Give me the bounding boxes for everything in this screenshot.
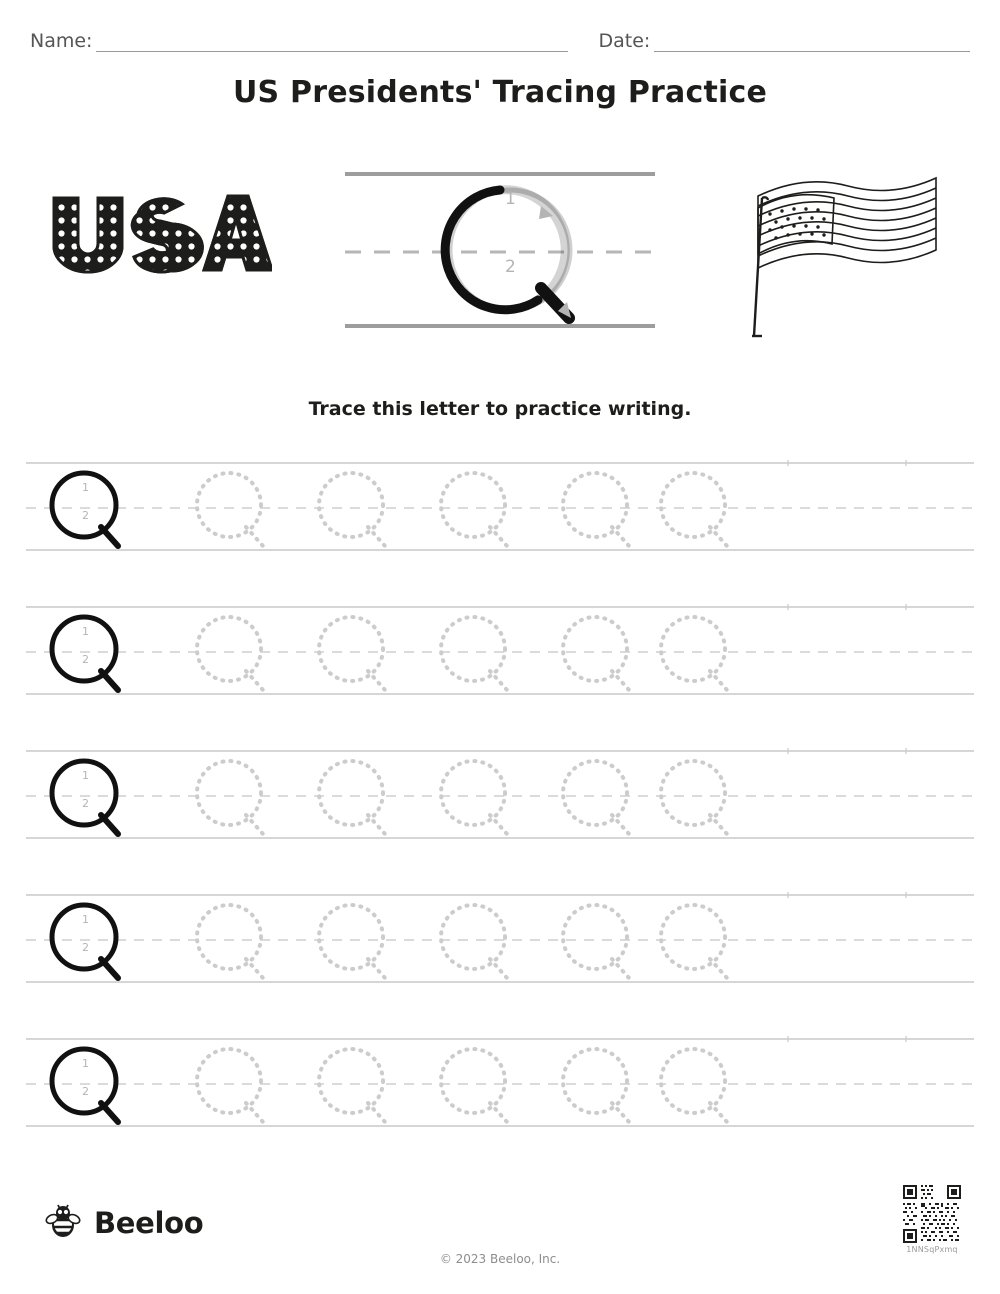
- us-flag-icon: [740, 140, 950, 340]
- illustration-band: [0, 136, 1000, 351]
- practice-row[interactable]: [26, 743, 974, 843]
- svg-text:2: 2: [82, 941, 89, 954]
- qr-label: 1NNSqPxmq: [906, 1245, 958, 1254]
- usa-word-art: [42, 188, 272, 278]
- practice-area: [26, 455, 974, 1175]
- row-letters: [26, 455, 974, 555]
- letter-demo: [345, 150, 655, 335]
- instruction-text: Trace this letter to practice writing.: [308, 398, 692, 420]
- svg-text:2: 2: [82, 1085, 89, 1098]
- date-input-line[interactable]: [654, 29, 970, 52]
- name-label: Name:: [30, 30, 93, 52]
- row-letters: [26, 1031, 974, 1131]
- practice-row[interactable]: [26, 599, 974, 699]
- date-field[interactable]: [598, 29, 970, 52]
- practice-row[interactable]: [26, 1031, 974, 1131]
- svg-text:1: 1: [82, 625, 89, 638]
- brand-name: Beeloo: [94, 1206, 204, 1240]
- date-label: Date:: [598, 30, 651, 52]
- brand-logo[interactable]: [42, 1200, 203, 1246]
- svg-text:1: 1: [82, 769, 89, 782]
- svg-text:1: 1: [505, 189, 516, 209]
- name-field[interactable]: [30, 29, 568, 52]
- svg-text:2: 2: [82, 797, 89, 810]
- qr-code-icon[interactable]: [903, 1185, 961, 1243]
- svg-text:1: 1: [82, 1057, 89, 1070]
- row-letters: [26, 887, 974, 987]
- model-letter: [52, 905, 118, 978]
- copyright-text: © 2023 Beeloo, Inc.: [439, 1252, 561, 1266]
- bee-icon: [42, 1200, 84, 1246]
- model-letter: [52, 617, 118, 690]
- practice-row[interactable]: [26, 455, 974, 555]
- practice-row[interactable]: [26, 887, 974, 987]
- model-letter: [52, 761, 118, 834]
- svg-text:2: 2: [82, 653, 89, 666]
- row-letters: [26, 599, 974, 699]
- svg-text:2: 2: [82, 509, 89, 522]
- name-input-line[interactable]: [96, 29, 568, 52]
- model-letter: [52, 1049, 118, 1122]
- page-title: US Presidents' Tracing Practice: [233, 75, 767, 110]
- qr-block[interactable]: [900, 1185, 964, 1254]
- svg-text:1: 1: [82, 481, 89, 494]
- svg-text:1: 1: [82, 913, 89, 926]
- worksheet-header: [30, 18, 970, 52]
- model-letter: [52, 473, 118, 546]
- row-letters: [26, 743, 974, 843]
- svg-text:2: 2: [505, 257, 516, 277]
